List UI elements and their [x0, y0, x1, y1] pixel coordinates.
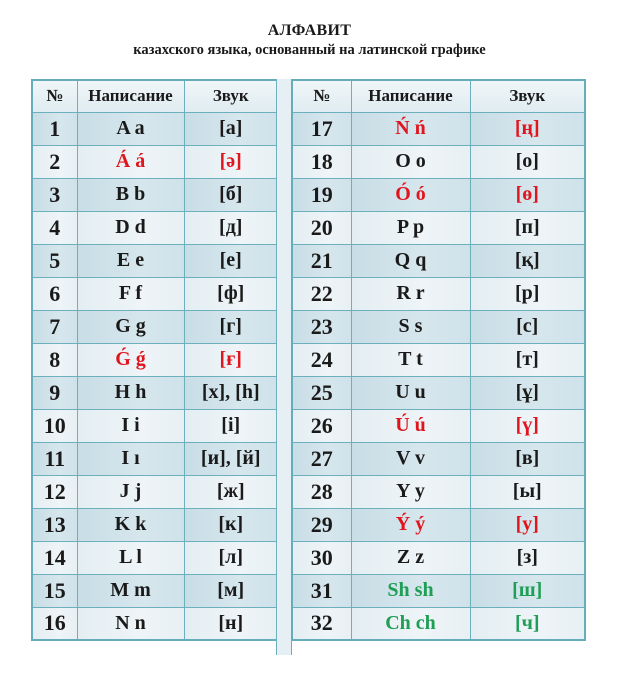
letter-writing: F f — [77, 277, 184, 310]
table-row — [292, 145, 585, 178]
letter-sound: [п] — [470, 211, 585, 244]
table-body-left — [32, 112, 278, 640]
column-header-number: № — [292, 80, 351, 112]
table-row — [32, 178, 278, 211]
table-row — [292, 508, 585, 541]
letter-writing: D d — [77, 211, 184, 244]
letter-number: 31 — [292, 574, 351, 607]
table-row — [292, 178, 585, 211]
letter-number: 32 — [292, 607, 351, 640]
letter-writing: I i — [77, 409, 184, 442]
letter-number: 10 — [32, 409, 77, 442]
letter-sound: [х], [һ] — [184, 376, 278, 409]
table-row — [292, 211, 585, 244]
letter-number: 26 — [292, 409, 351, 442]
table-row — [292, 574, 585, 607]
letter-writing: Á á — [77, 145, 184, 178]
table-header-row — [292, 80, 585, 112]
letter-writing: A a — [77, 112, 184, 145]
table-row — [32, 376, 278, 409]
table-row — [32, 475, 278, 508]
letter-writing: S s — [351, 310, 470, 343]
letter-sound: [в] — [470, 442, 585, 475]
letter-sound: [е] — [184, 244, 278, 277]
letter-number: 1 — [32, 112, 77, 145]
letter-number: 14 — [32, 541, 77, 574]
letter-number: 16 — [32, 607, 77, 640]
table-row — [292, 442, 585, 475]
letter-sound: [ң] — [470, 112, 585, 145]
letter-number: 5 — [32, 244, 77, 277]
letter-number: 8 — [32, 343, 77, 376]
table-row — [292, 409, 585, 442]
letter-sound: [з] — [470, 541, 585, 574]
letter-writing: G g — [77, 310, 184, 343]
table-row — [32, 409, 278, 442]
letter-writing: Sh sh — [351, 574, 470, 607]
letter-sound: [ш] — [470, 574, 585, 607]
letter-writing: Ń ń — [351, 112, 470, 145]
table-row — [292, 376, 585, 409]
letter-sound: [ғ] — [184, 343, 278, 376]
table-row — [32, 343, 278, 376]
letter-sound: [л] — [184, 541, 278, 574]
letter-sound: [ө] — [470, 178, 585, 211]
table-row — [292, 277, 585, 310]
letter-number: 21 — [292, 244, 351, 277]
letter-writing: Ǵ ǵ — [77, 343, 184, 376]
letter-sound: [і] — [184, 409, 278, 442]
letter-sound: [н] — [184, 607, 278, 640]
column-header-writing: Написание — [77, 80, 184, 112]
letter-sound: [ұ] — [470, 376, 585, 409]
letter-sound: [ф] — [184, 277, 278, 310]
letter-writing: Ch ch — [351, 607, 470, 640]
table-row — [32, 277, 278, 310]
table-row — [292, 310, 585, 343]
letter-writing: Ú ú — [351, 409, 470, 442]
letter-sound: [б] — [184, 178, 278, 211]
letter-sound: [у] — [470, 508, 585, 541]
table-row — [32, 244, 278, 277]
letter-sound: [ү] — [470, 409, 585, 442]
table-row — [32, 310, 278, 343]
letter-number: 19 — [292, 178, 351, 211]
letter-number: 2 — [32, 145, 77, 178]
letter-writing: M m — [77, 574, 184, 607]
letter-writing: Ý ý — [351, 508, 470, 541]
letter-number: 13 — [32, 508, 77, 541]
letter-sound: [ә] — [184, 145, 278, 178]
column-header-sound: Звук — [470, 80, 585, 112]
letter-number: 11 — [32, 442, 77, 475]
letter-sound: [р] — [470, 277, 585, 310]
letter-number: 4 — [32, 211, 77, 244]
letter-number: 9 — [32, 376, 77, 409]
letter-sound: [о] — [470, 145, 585, 178]
letter-writing: P p — [351, 211, 470, 244]
table-row — [32, 574, 278, 607]
table-header-row — [32, 80, 278, 112]
table-row — [292, 343, 585, 376]
letter-number: 25 — [292, 376, 351, 409]
letter-sound: [ж] — [184, 475, 278, 508]
table-row — [292, 541, 585, 574]
column-header-sound: Звук — [184, 80, 278, 112]
letter-number: 17 — [292, 112, 351, 145]
letter-sound: [с] — [470, 310, 585, 343]
table-row — [292, 607, 585, 640]
table-row — [292, 112, 585, 145]
letter-writing: V v — [351, 442, 470, 475]
letter-sound: [а] — [184, 112, 278, 145]
letter-writing: L l — [77, 541, 184, 574]
letter-writing: Y y — [351, 475, 470, 508]
page-title: АЛФАВИТ — [267, 22, 352, 39]
letter-sound: [г] — [184, 310, 278, 343]
letter-writing: T t — [351, 343, 470, 376]
letter-writing: R r — [351, 277, 470, 310]
alphabet-table-left — [31, 79, 279, 641]
letter-number: 27 — [292, 442, 351, 475]
letter-number: 6 — [32, 277, 77, 310]
letter-sound: [м] — [184, 574, 278, 607]
letter-writing: N n — [77, 607, 184, 640]
table-row — [32, 541, 278, 574]
letter-sound: [ы] — [470, 475, 585, 508]
letter-number: 18 — [292, 145, 351, 178]
table-row — [32, 607, 278, 640]
letter-number: 7 — [32, 310, 77, 343]
letter-writing: B b — [77, 178, 184, 211]
letter-writing: U u — [351, 376, 470, 409]
page-subtitle: казахского языка, основанный на латинской графике — [133, 42, 486, 58]
letter-number: 20 — [292, 211, 351, 244]
letter-writing: Z z — [351, 541, 470, 574]
table-row — [32, 112, 278, 145]
letter-number: 30 — [292, 541, 351, 574]
table-row — [32, 508, 278, 541]
letter-number: 12 — [32, 475, 77, 508]
table-row — [32, 442, 278, 475]
table-row — [292, 244, 585, 277]
letter-sound: [к] — [184, 508, 278, 541]
letter-writing: I ı — [77, 442, 184, 475]
letter-writing: E e — [77, 244, 184, 277]
letter-sound: [д] — [184, 211, 278, 244]
letter-writing: J j — [77, 475, 184, 508]
letter-number: 24 — [292, 343, 351, 376]
letter-writing: Ó ó — [351, 178, 470, 211]
letter-writing: K k — [77, 508, 184, 541]
letter-writing: O o — [351, 145, 470, 178]
column-header-number: № — [32, 80, 77, 112]
column-header-writing: Написание — [351, 80, 470, 112]
letter-number: 15 — [32, 574, 77, 607]
letter-number: 3 — [32, 178, 77, 211]
letter-sound: [ч] — [470, 607, 585, 640]
letter-number: 28 — [292, 475, 351, 508]
letter-number: 23 — [292, 310, 351, 343]
letter-sound: [и], [й] — [184, 442, 278, 475]
table-row — [32, 211, 278, 244]
letter-number: 22 — [292, 277, 351, 310]
letter-sound: [т] — [470, 343, 585, 376]
alphabet-table-right — [291, 79, 586, 641]
letter-writing: Q q — [351, 244, 470, 277]
letter-writing: H h — [77, 376, 184, 409]
table-row — [32, 145, 278, 178]
letter-number: 29 — [292, 508, 351, 541]
letter-sound: [қ] — [470, 244, 585, 277]
table-body-right — [292, 112, 585, 640]
table-row — [292, 475, 585, 508]
table-separator — [276, 79, 292, 655]
